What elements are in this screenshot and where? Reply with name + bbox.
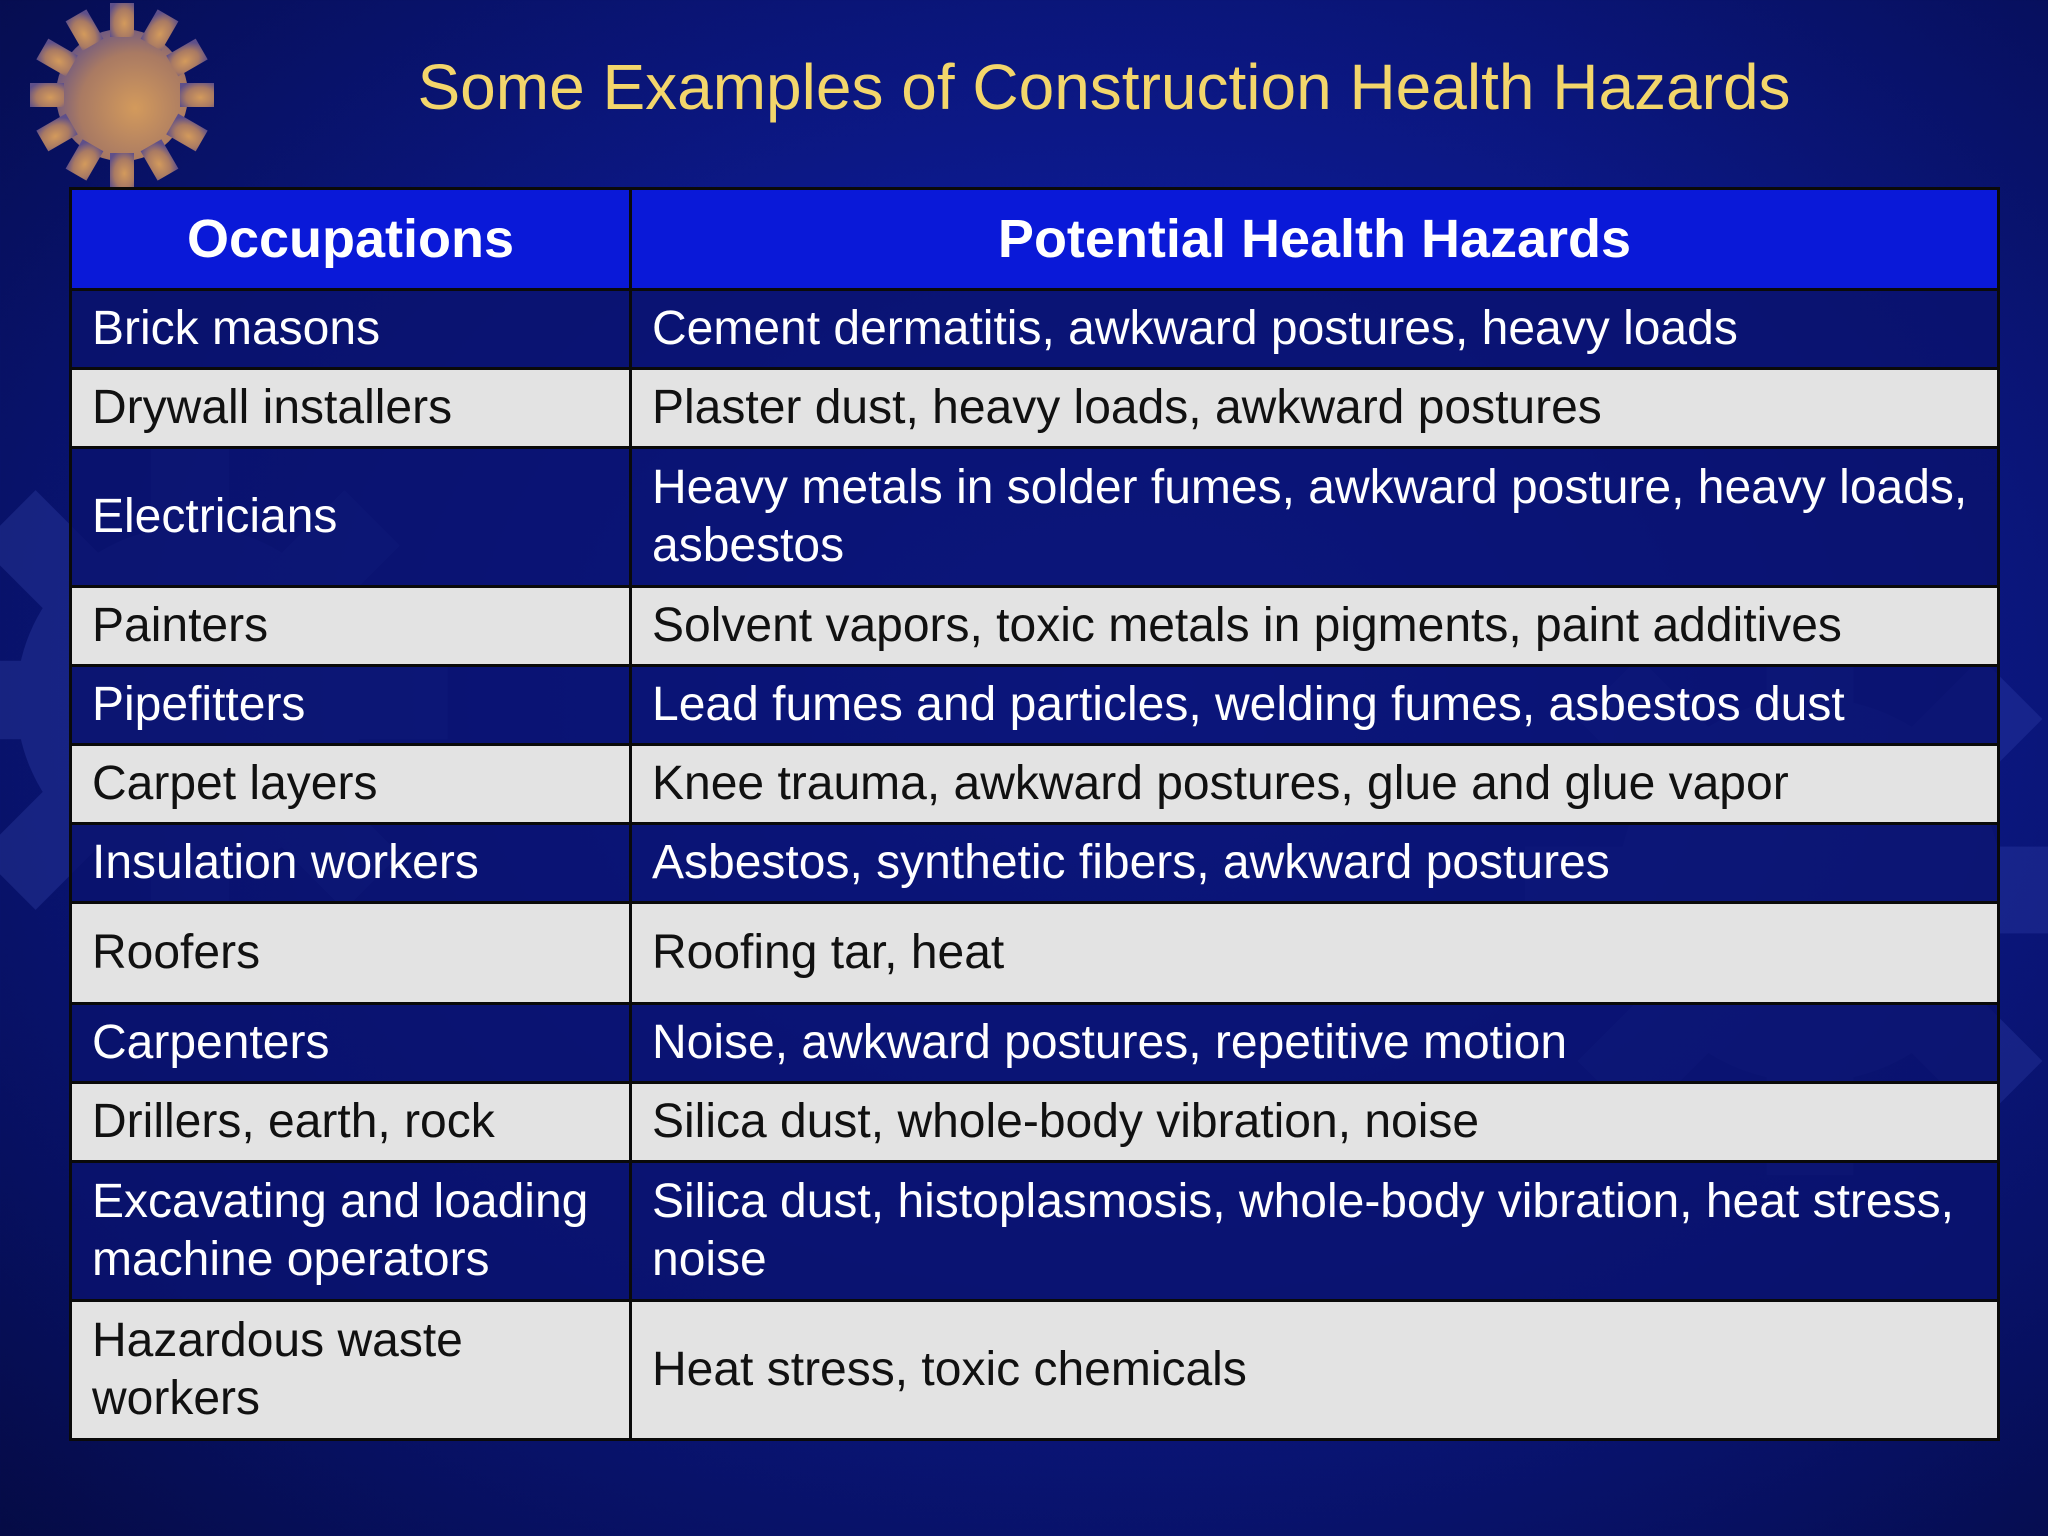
header-occupations: Occupations xyxy=(71,189,631,290)
gear-icon xyxy=(22,0,222,190)
occupation-cell: Carpenters xyxy=(71,1004,631,1083)
table-row xyxy=(71,1162,1999,1301)
occupation-cell: Drillers, earth, rock xyxy=(71,1083,631,1162)
occupation-cell: Pipefitters xyxy=(71,666,631,745)
table-row xyxy=(71,1301,1999,1440)
occupation-cell: Excavating and loading machine operators xyxy=(71,1162,631,1301)
hazards-cell: Noise, awkward postures, repetitive motion xyxy=(631,1004,1999,1083)
occupation-cell: Hazardous waste workers xyxy=(71,1301,631,1440)
hazards-cell: Knee trauma, awkward postures, glue and glue vapor xyxy=(631,745,1999,824)
hazards-cell: Heavy metals in solder fumes, awkward posture, heavy loads, asbestos xyxy=(631,448,1999,587)
slide-title: Some Examples of Construction Health Hazards xyxy=(417,51,1791,123)
hazards-cell: Plaster dust, heavy loads, awkward postures xyxy=(631,369,1999,448)
table-row xyxy=(71,1004,1999,1083)
hazards-cell: Cement dermatitis, awkward postures, heavy loads xyxy=(631,290,1999,369)
hazards-cell: Asbestos, synthetic fibers, awkward postures xyxy=(631,824,1999,903)
table-row xyxy=(71,745,1999,824)
hazards-cell: Lead fumes and particles, welding fumes, asbestos dust xyxy=(631,666,1999,745)
hazards-cell: Heat stress, toxic chemicals xyxy=(631,1301,1999,1440)
occupation-cell: Painters xyxy=(71,587,631,666)
occupation-cell: Insulation workers xyxy=(71,824,631,903)
hazards-cell: Roofing tar, heat xyxy=(631,903,1999,1004)
table-row xyxy=(71,290,1999,369)
occupation-cell: Drywall installers xyxy=(71,369,631,448)
table-row xyxy=(71,587,1999,666)
table-row xyxy=(71,903,1999,1004)
table-row xyxy=(71,666,1999,745)
hazards-cell: Silica dust, histoplasmosis, whole-body vibration, heat stress, noise xyxy=(631,1162,1999,1301)
table-row xyxy=(71,824,1999,903)
title-container xyxy=(240,52,1968,122)
hazards-cell: Solvent vapors, toxic metals in pigments, paint additives xyxy=(631,587,1999,666)
header-potential-health-hazards: Potential Health Hazards xyxy=(631,189,1999,290)
table-row xyxy=(71,448,1999,587)
occupation-cell: Electricians xyxy=(71,448,631,587)
hazards-table xyxy=(69,187,2000,1441)
table-row xyxy=(71,369,1999,448)
occupation-cell: Roofers xyxy=(71,903,631,1004)
occupation-cell: Carpet layers xyxy=(71,745,631,824)
occupation-cell: Brick masons xyxy=(71,290,631,369)
hazards-cell: Silica dust, whole-body vibration, noise xyxy=(631,1083,1999,1162)
table-row xyxy=(71,1083,1999,1162)
table-header-row xyxy=(71,189,1999,290)
